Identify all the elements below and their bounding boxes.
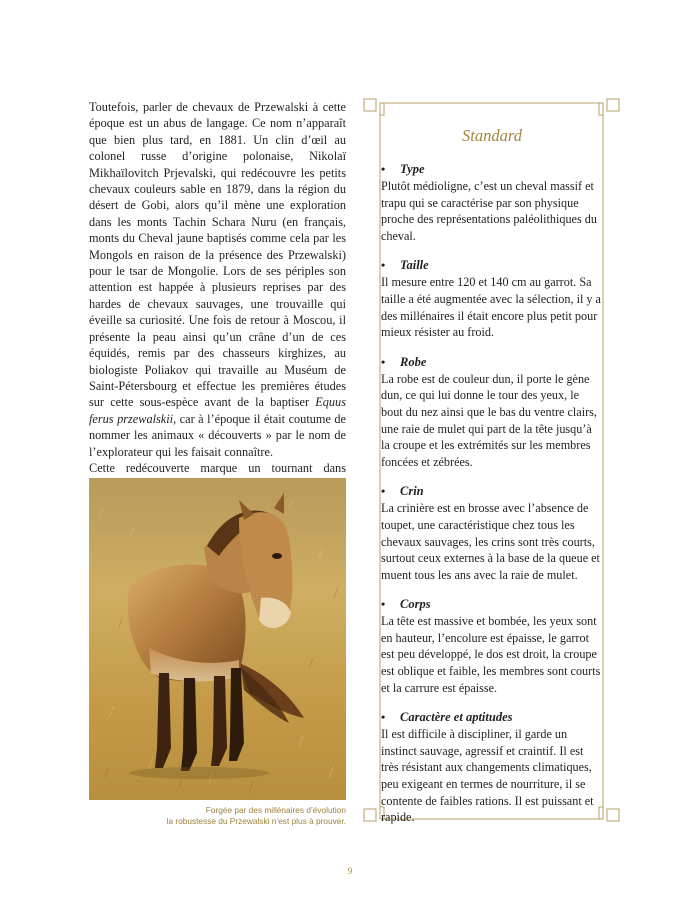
section-heading [381, 483, 603, 499]
bullet-icon: • [381, 597, 386, 612]
section-text: La crinière est en brosse avec l’absence de toupet, une caractéristique chez tous les chevaux sauvages, les crins sont très courts, surtout ceux externes à la base de la queue et muent tous les ans avec la raie de mulet. [381, 501, 600, 582]
paragraph-1-end: , car à l’époque il était coutume de nommer les animaux « découverts » par le nom de l’explorateur qui les faisait connaître. [89, 411, 346, 459]
panel-title: Standard [462, 126, 522, 145]
section-heading [381, 596, 603, 612]
section-crin [381, 483, 603, 583]
photo-caption [89, 805, 346, 827]
section-taille [381, 257, 603, 340]
bullet-icon: • [381, 354, 386, 369]
section-type [381, 161, 603, 244]
section-heading [381, 161, 603, 177]
section-text: La tête est massive et bombée, les yeux sont en hauteur, l’encolure est épaisse, le garrot est peu développé, le dos est droit, la croupe est oblique et faible, les membres sont courts et la carrure est épaisse. [381, 614, 601, 695]
bullet-icon: • [381, 710, 386, 725]
bullet-icon: • [381, 484, 386, 499]
section-text: La robe est de couleur dun, il porte le gène dun, ce qui lui donne le tour des yeux, le bout du nez ainsi que le bas du ventre clairs, une raie de mulet qui part de la tête jusqu’à la croupe et les extrémités sur les membres foncées et zébrées. [381, 371, 597, 469]
horse-photo [89, 478, 346, 800]
bullet-icon: • [381, 258, 386, 273]
paragraph-1 [89, 99, 346, 460]
section-heading-label: Robe [400, 354, 427, 369]
section-heading [381, 257, 603, 273]
section-heading [381, 709, 603, 725]
photo-caption-line-1: Forgée par des millénaires d’évolution [205, 805, 346, 815]
section-text: Il mesure entre 120 et 140 cm au garrot. Sa taille a été augmentée avec la sélection, il y a des millénaires il était encore plus petit pour mieux résister au froid. [381, 275, 601, 340]
section-heading [381, 354, 603, 370]
section-heading-label: Taille [400, 258, 429, 273]
section-text: Il est difficile à discipliner, il garde un instinct sauvage, agressif et craintif. Il est très résistant aux changements climatiques, peu exigeant en termes de nourriture, il se contente de faibles rations. Il est puissant et rapide. [381, 727, 594, 825]
section-robe [381, 354, 603, 471]
page-number: 9 [347, 866, 353, 876]
section-heading-label: Type [400, 162, 425, 176]
paragraph-2: Cette redécouverte marque un tournant dans [89, 460, 346, 475]
section-heading-label: Corps [400, 597, 431, 612]
section-corps [381, 596, 603, 696]
standard-panel [381, 125, 603, 839]
section-heading-label: Caractère et aptitudes [400, 710, 513, 725]
section-caractere [381, 709, 603, 826]
bullet-icon: • [381, 162, 386, 176]
horse-illustration [89, 478, 346, 800]
paragraph-1-text: Toutefois, parler de chevaux de Przewalski à cette époque est un abus de langage. Ce nom n’apparaît que bien plus tard, en 1881. Un clin d’œil au colonel russe d’origine polonaise, Nikolaï Mikhaïlovitch Prjevalski, qui redécouvre les petits chevaux couleurs sable en 1879, dans la région du désert de Gobi, alors qu’il mène une exploration dans les monts Tachin Schara Nuru (en français, monts du Cheval jaune baptisés comme cela par les Mongols en raison de la présence des Przewalski) pour le tsar de Mongolie. Lors de ses périples son attention est happée à plusieurs reprises par des hardes de chevaux sauvages, une trouvaille qui éveille sa curiosité. Une fois de retour à Moscou, il présente la peau ainsi qu’un crâne d’un de ces équidés, remis par des chasseurs kirghizes, au biologiste Poliakov qui travaille au Muséum de Saint-Pétersbourg et effectue les premières études sur cette sous-espèce avant de la baptiser [89, 100, 346, 410]
section-text: Plutôt médioligne, c’est un cheval massif et trapu qui se caractérise par son physique proche des représentations paléolithiques du cheval. [381, 179, 597, 243]
scientific-name: Equus ferus przewalskii [89, 395, 346, 426]
section-heading-label: Crin [400, 484, 424, 499]
photo-caption-line-2: la robustesse du Przewalski n’est plus à prouver. [166, 816, 346, 826]
